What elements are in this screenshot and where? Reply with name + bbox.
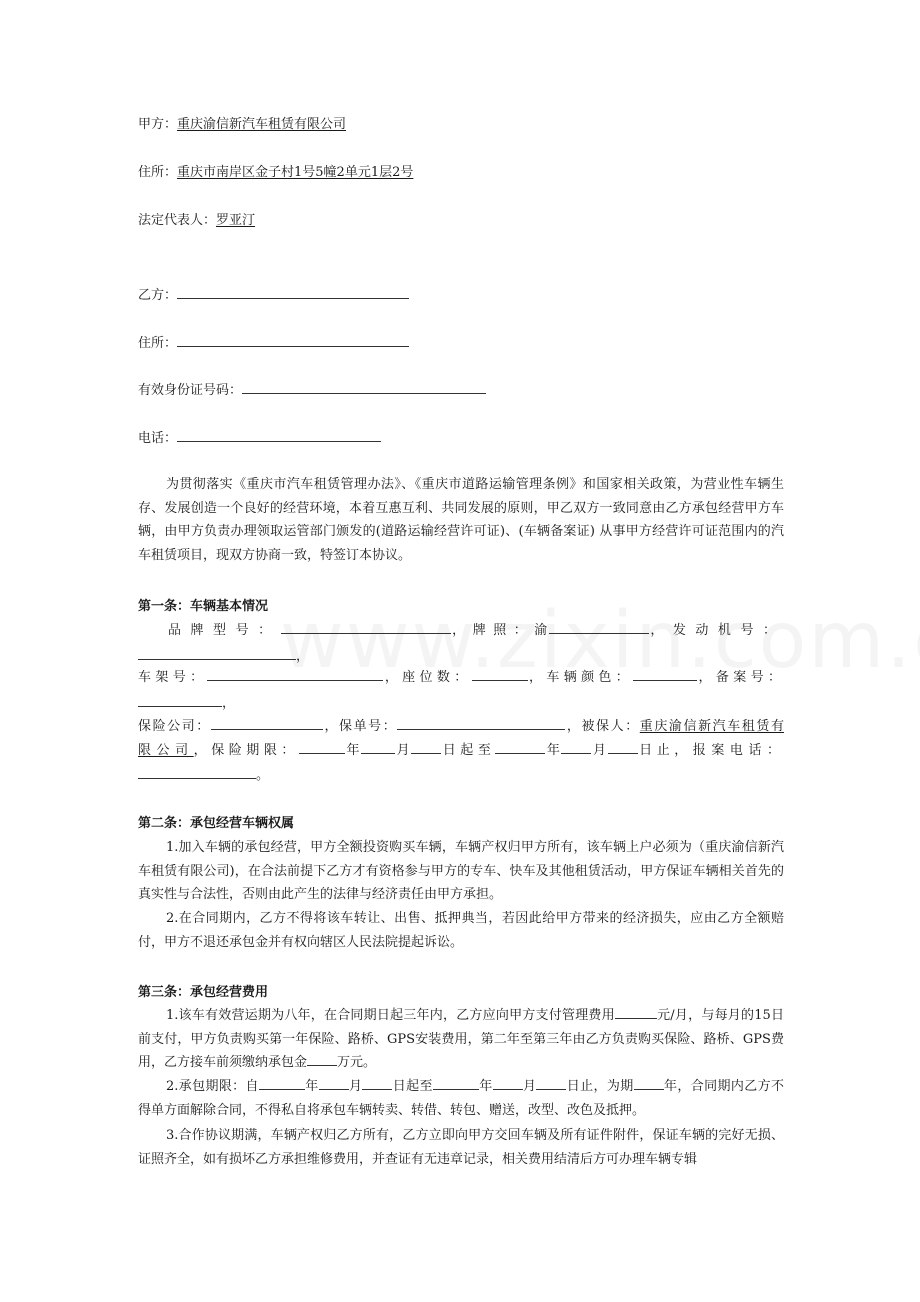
preamble-paragraph: 为贯彻落实《重庆市汽车租赁管理办法》、《重庆市道路运输管理条例》和国家相关政策，为营业性车辆生存、发展创造一个良好的经营环境，本着互惠互利、共同发展的原则，甲乙双方一致同意由乙方承包经营甲方车辆，由甲方负责办理领取运管部门颁发的(道路运输经营许可证)、(车辆备案证) 从事甲方经营许可证范围内的汽车租赁项目，现双方协商一致，特签订本协议。 (138, 477, 784, 563)
article-1-row-1 (138, 619, 784, 643)
plate-prefix: 渝 (534, 623, 549, 638)
color-label: ，车辆颜色： (527, 670, 634, 685)
period-start-month[interactable] (361, 740, 395, 754)
frame-label: 车架号： (138, 670, 208, 685)
period-end-month[interactable] (561, 740, 591, 754)
year-text: 年 (478, 1079, 493, 1094)
comma: ， (222, 696, 236, 711)
year-text: 年 (545, 743, 562, 758)
month-text: 月 (522, 1079, 537, 1094)
party-a-address: 重庆市南岸区金子村1号5幢2单元1层2号 (177, 165, 414, 180)
report-phone-field[interactable] (138, 765, 256, 779)
article-1-row-7 (138, 765, 269, 785)
month-text: 月 (395, 743, 412, 758)
record-label: ，备案号： (697, 670, 784, 685)
comma: ， (296, 649, 310, 664)
period-start-year[interactable] (299, 740, 345, 754)
party-a-rep-line (138, 212, 255, 230)
party-b-address-field[interactable] (177, 333, 409, 347)
party-a-address-label: 住所： (138, 165, 178, 180)
term-start-day[interactable] (362, 1076, 392, 1090)
year-text: 年 (304, 1079, 319, 1094)
article-3-p1 (138, 1004, 784, 1075)
party-a-line (138, 116, 346, 134)
article-1-row-3 (138, 666, 784, 690)
article-3-title: 第三条：承包经营费用 (138, 985, 269, 1000)
term-end-month[interactable] (493, 1076, 523, 1090)
plate-label: ，牌照： (450, 623, 535, 638)
party-a-name: 重庆渝信新汽车租赁有限公司 (177, 117, 347, 132)
party-b-phone-label: 电话： (138, 431, 178, 446)
term-start-year[interactable] (259, 1076, 305, 1090)
article-3-p2 (138, 1075, 784, 1122)
party-b-id-line (138, 380, 486, 400)
article-1-row-5 (138, 715, 784, 739)
party-b-phone-line (138, 428, 381, 448)
article-3-p1-c: 万元。 (337, 1055, 377, 1070)
insured-label: ，被保人： (565, 719, 640, 734)
article-2-p1: 1.加入车辆的承包经营，甲方全额投资购买车辆，车辆产权归甲方所有，该车辆上户必须为（重庆渝信新汽车租赁有限公司)，在合法前提下乙方才有资格参与甲方的专车、快车及其他租赁活动，甲方保证车辆相关首先的真实性与合法性，否则由此产生的法律与经济责任由甲方承担。 (138, 840, 784, 902)
day-to-text: 日止，为期 (566, 1079, 634, 1094)
seats-field[interactable] (472, 667, 528, 681)
brand-field[interactable] (281, 620, 451, 634)
plate-field[interactable] (549, 620, 649, 634)
term-end-day[interactable] (536, 1076, 566, 1090)
frame-field[interactable] (207, 667, 383, 681)
month-text: 月 (348, 1079, 363, 1094)
party-b-phone-field[interactable] (177, 428, 381, 442)
seats-label: ，座位数： (383, 670, 472, 685)
period-start-day[interactable] (411, 740, 441, 754)
party-b-id-label: 有效身份证号码： (138, 383, 243, 398)
article-2-p2: 2.在合同期内，乙方不得将该车转让、出售、抵押典当，若因此给甲方带来的经济损失，应由乙方全额赔付，甲方不退还承包金并有权向辖区人民法院提起诉讼。 (138, 911, 784, 950)
insurer-label: 保险公司： (138, 719, 211, 734)
article-1-row-6 (138, 739, 784, 763)
end-mark: 。 (256, 768, 270, 783)
article-3-p2-a: 2.承包期限：自 (165, 1079, 259, 1094)
party-a-address-line (138, 164, 413, 182)
policy-field[interactable] (397, 716, 565, 730)
article-1-row-2 (138, 646, 309, 666)
party-b-address-label: 住所： (138, 336, 178, 351)
party-b-id-field[interactable] (242, 380, 486, 394)
party-b-name-field[interactable] (177, 285, 409, 299)
day-to-text: 日止 (637, 743, 675, 758)
brand-label: 品牌型号： (168, 623, 281, 638)
engine-label: ，发动机号： (648, 623, 784, 638)
party-a-rep-label: 法定代表人： (138, 213, 217, 228)
party-a-rep: 罗亚汀 (216, 213, 256, 228)
year-text: 年 (344, 743, 362, 758)
article-3-p1-b: 元/月，与每月的15日前支付，甲方负责购买第一年保险、路桥、GPS安装费用，第二年至第三年由乙方负责购买保险、路桥、GPS费用，乙方接车前须缴纳承包金 (138, 1008, 784, 1070)
term-start-month[interactable] (319, 1076, 349, 1090)
management-fee-field[interactable] (615, 1005, 657, 1019)
insurer-field[interactable] (211, 716, 323, 730)
insured-name-2: 限公司 (138, 743, 194, 758)
article-2-title: 第二条：承包经营车辆权属 (138, 816, 295, 831)
deposit-field[interactable] (307, 1052, 337, 1066)
term-years-field[interactable] (634, 1076, 664, 1090)
party-b-label: 乙方： (138, 288, 178, 303)
party-b-address-line (138, 333, 409, 353)
article-3-p1-a: 1.该车有效营运期为八年，在合同期日起三年内，乙方应向甲方支付管理费用 (165, 1008, 615, 1023)
day-from-text: 日起至 (441, 743, 496, 758)
article-1-title: 第一条：车辆基本情况 (138, 599, 269, 614)
article-1-row-4 (138, 693, 235, 713)
month-text: 月 (591, 743, 608, 758)
period-end-day[interactable] (608, 740, 638, 754)
party-b-line (138, 285, 409, 305)
article-3-p2-b: 年，合同期内乙方不得单方面解除合同，不得私自将承包车辆转卖、转借、转包、赠送，改型、改色及抵押。 (138, 1079, 784, 1118)
record-field[interactable] (138, 693, 222, 707)
article-3-p3: 3.合作协议期满，车辆产权归乙方所有，乙方立即向甲方交回车辆及所有证件附件，保证车辆的完好无损、证照齐全，如有损坏乙方承担维修费用，并查证有无违章记录，相关费用结清后方可办理车辆专辑 (138, 1128, 784, 1167)
color-field[interactable] (633, 667, 697, 681)
report-label: ，报案电话： (674, 743, 784, 758)
day-from-text: 日起至 (392, 1079, 433, 1094)
engine-field[interactable] (138, 646, 296, 660)
period-label: ，保险期限： (193, 743, 299, 758)
insured-name-1: 重庆渝信新汽车租赁有 (639, 719, 784, 734)
term-end-year[interactable] (433, 1076, 479, 1090)
period-end-year[interactable] (495, 740, 545, 754)
policy-label: ，保单号： (322, 719, 398, 734)
party-a-label: 甲方： (138, 117, 178, 132)
